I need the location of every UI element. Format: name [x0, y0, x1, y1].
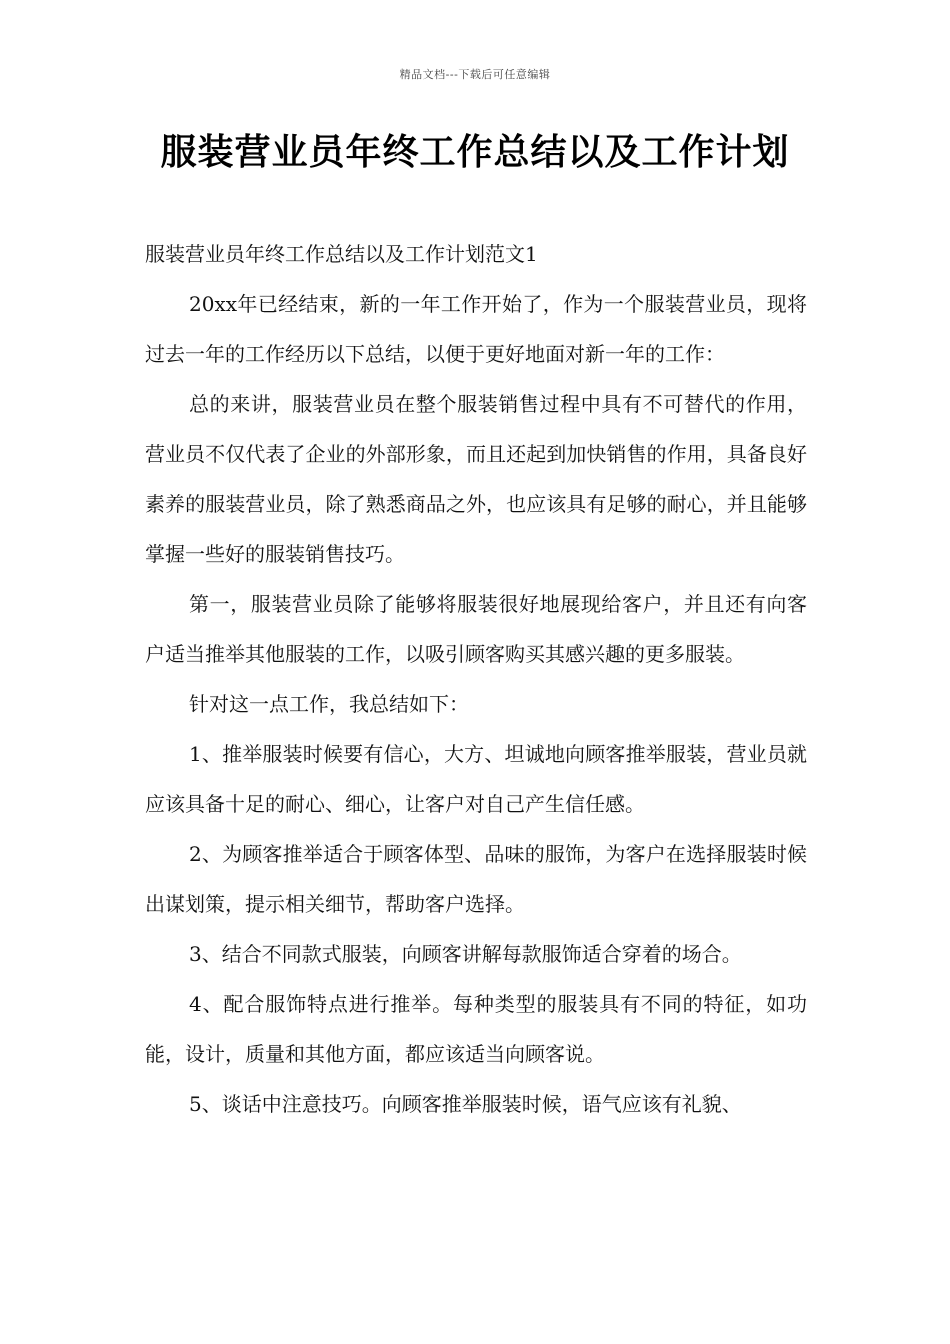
paragraph-summary-lead: 针对这一点工作，我总结如下： — [189, 692, 469, 716]
list-item-5: 5、谈话中注意技巧。向顾客推举服装时候，语气应该有礼貌、 — [189, 1092, 742, 1116]
list-item-4: 4、配合服饰特点进行推举。每种类型的服装具有不同的特征，如功能，设计，质量和其他方面，都应该适当向顾客说。 — [145, 992, 807, 1066]
document-title: 服装营业员年终工作总结以及工作计划 — [160, 132, 790, 173]
list-item-1: 1、推举服装时候要有信心，大方、坦诚地向顾客推举服装，营业员就应该具备十足的耐心、细心，让客户对自己产生信任感。 — [145, 742, 807, 816]
paragraph-first-point: 第一，服装营业员除了能够将服装很好地展现给客户，并且还有向客户适当推举其他服装的工作，以吸引顾客购买其感兴趣的更多服装。 — [145, 592, 807, 666]
document-body — [145, 229, 807, 1129]
paragraph-overview: 总的来讲，服装营业员在整个服装销售过程中具有不可替代的作用，营业员不仅代表了企业的外部形象，而且还起到加快销售的作用，具备良好素养的服装营业员，除了熟悉商品之外，也应该具有足够的耐心，并且能够掌握一些好的服装销售技巧。 — [145, 392, 807, 566]
paragraph-intro: 20xx年已经结束，新的一年工作开始了，作为一个服装营业员，现将过去一年的工作经历以下总结，以便于更好地面对新一年的工作： — [145, 292, 807, 366]
list-item-3: 3、结合不同款式服装，向顾客讲解每款服饰适合穿着的场合。 — [189, 942, 742, 966]
document-subtitle: 服装营业员年终工作总结以及工作计划范文1 — [145, 242, 538, 266]
list-item-2: 2、为顾客推举适合于顾客体型、品味的服饰，为客户在选择服装时候出谋划策，提示相关细节，帮助客户选择。 — [145, 842, 807, 916]
header-note: 精品文档---下载后可任意编辑 — [399, 68, 551, 81]
